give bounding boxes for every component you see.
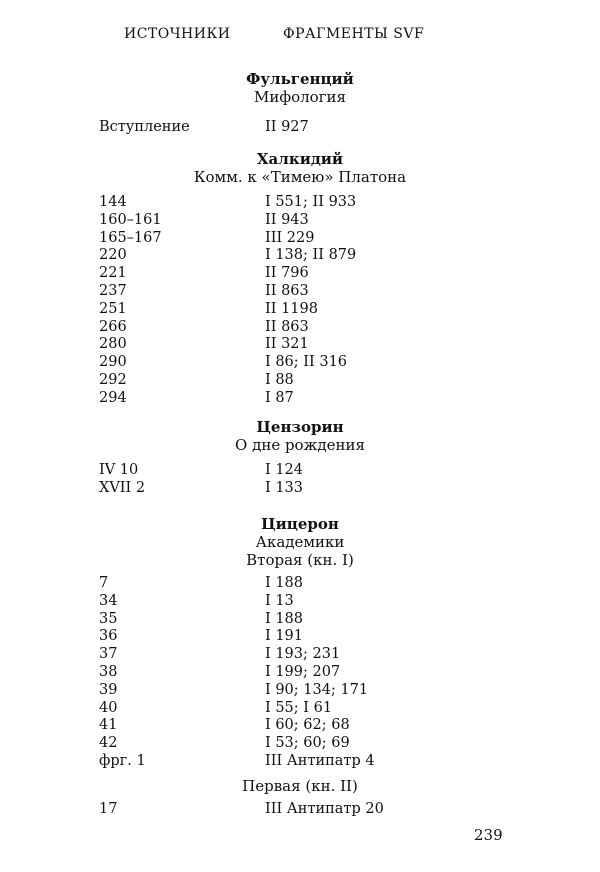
source-ref: 41 xyxy=(99,717,118,734)
list-item xyxy=(0,611,600,629)
svf-ref: I 193; 231 xyxy=(265,646,341,663)
svf-ref: II 943 xyxy=(265,211,309,228)
svf-ref: I 551; II 933 xyxy=(265,194,357,210)
running-header-left: ИСТОЧНИКИ xyxy=(124,26,231,42)
svf-ref: I 87 xyxy=(265,389,294,406)
section-censorinus xyxy=(0,418,600,498)
section-author: Халкидий xyxy=(256,150,344,168)
list-item xyxy=(0,753,600,771)
section-author: Цензорин xyxy=(256,418,344,436)
source-ref: 36 xyxy=(99,628,118,645)
svf-ref: I 191 xyxy=(265,628,304,645)
page-number: 239 xyxy=(474,826,503,844)
list-item xyxy=(0,212,600,230)
list-item xyxy=(0,717,600,735)
source-ref: Вступление xyxy=(99,119,190,135)
list-item xyxy=(0,230,600,248)
list-item xyxy=(0,319,600,337)
source-ref: 292 xyxy=(99,371,127,388)
list-item xyxy=(0,664,600,682)
list-item xyxy=(0,283,600,301)
svf-ref: II 321 xyxy=(265,336,309,353)
section-author: Фульгенций xyxy=(246,70,354,88)
source-ref: 266 xyxy=(99,318,127,335)
svf-ref: I 124 xyxy=(265,462,304,478)
svf-ref: I 138; II 879 xyxy=(265,247,357,264)
source-ref: 40 xyxy=(99,699,118,716)
svf-ref: I 53; 60; 69 xyxy=(265,735,350,752)
svf-ref: II 1198 xyxy=(265,300,318,317)
svf-ref: I 133 xyxy=(265,479,304,496)
svf-ref: II 863 xyxy=(265,318,309,335)
list-item xyxy=(0,646,600,664)
source-ref: 280 xyxy=(99,336,127,353)
svf-ref: II 863 xyxy=(265,282,309,299)
source-ref: 237 xyxy=(99,282,127,299)
source-ref: 144 xyxy=(99,194,127,210)
list-item xyxy=(0,194,600,212)
svf-ref: I 199; 207 xyxy=(265,663,341,680)
source-ref: 160–161 xyxy=(99,211,162,228)
section-work: Комм. к «Тимею» Платона xyxy=(193,168,407,186)
list-item xyxy=(0,628,600,646)
list-item xyxy=(0,735,600,753)
section-work: О дне рождения xyxy=(235,436,365,454)
list-item xyxy=(0,247,600,265)
svf-ref: II 927 xyxy=(265,119,309,135)
svf-ref: I 88 xyxy=(265,371,294,388)
source-ref: 35 xyxy=(99,610,118,627)
svf-ref: I 60; 62; 68 xyxy=(265,717,350,734)
source-ref: 17 xyxy=(99,800,118,817)
source-ref: 294 xyxy=(99,389,127,406)
list-item xyxy=(0,575,600,593)
svf-ref: I 188 xyxy=(265,610,304,627)
svf-ref: II 796 xyxy=(265,265,309,282)
list-item xyxy=(0,354,600,372)
section-author: Цицерон xyxy=(261,515,339,533)
list-item xyxy=(0,682,600,700)
list-item xyxy=(0,265,600,283)
source-ref: 42 xyxy=(99,735,118,752)
svf-ref: III Антипатр 20 xyxy=(265,800,384,817)
svf-ref: I 188 xyxy=(265,575,304,591)
source-ref: 7 xyxy=(99,575,109,591)
source-ref: 37 xyxy=(99,646,118,663)
svf-ref: I 55; I 61 xyxy=(265,699,333,716)
list-item xyxy=(0,301,600,319)
svf-ref: I 13 xyxy=(265,592,294,609)
list-item xyxy=(0,700,600,718)
list-item xyxy=(0,119,600,137)
svf-ref: III Антипатр 4 xyxy=(265,752,375,769)
list-item xyxy=(0,372,600,390)
source-ref: 221 xyxy=(99,265,127,282)
running-header-right: ФРАГМЕНТЫ SVF xyxy=(283,26,425,42)
section-subwork: Первая (кн. II) xyxy=(242,776,358,795)
source-ref: IV 10 xyxy=(99,462,139,478)
source-ref: 39 xyxy=(99,681,118,698)
source-ref: 38 xyxy=(99,663,118,680)
list-item xyxy=(0,390,600,408)
svf-ref: I 86; II 316 xyxy=(265,354,348,371)
list-item xyxy=(0,462,600,480)
source-ref: 220 xyxy=(99,247,127,264)
list-item xyxy=(0,801,600,819)
section-work: Академики xyxy=(255,533,345,551)
source-ref: фрг. 1 xyxy=(99,752,146,769)
source-ref: 34 xyxy=(99,592,118,609)
section-work: Мифология xyxy=(253,88,346,106)
list-item xyxy=(0,336,600,354)
source-ref: 251 xyxy=(99,300,127,317)
section-fulgentius xyxy=(0,70,600,137)
svf-ref: I 90; 134; 171 xyxy=(265,681,369,698)
section-cicero xyxy=(0,515,600,819)
source-ref: 290 xyxy=(99,354,127,371)
svf-ref: III 229 xyxy=(265,229,315,246)
source-ref: 165–167 xyxy=(99,229,162,246)
section-subwork: Вторая (кн. I) xyxy=(246,551,354,569)
source-ref: XVII 2 xyxy=(99,479,146,496)
section-chalcidius xyxy=(0,150,600,408)
list-item xyxy=(0,480,600,498)
list-item xyxy=(0,593,600,611)
